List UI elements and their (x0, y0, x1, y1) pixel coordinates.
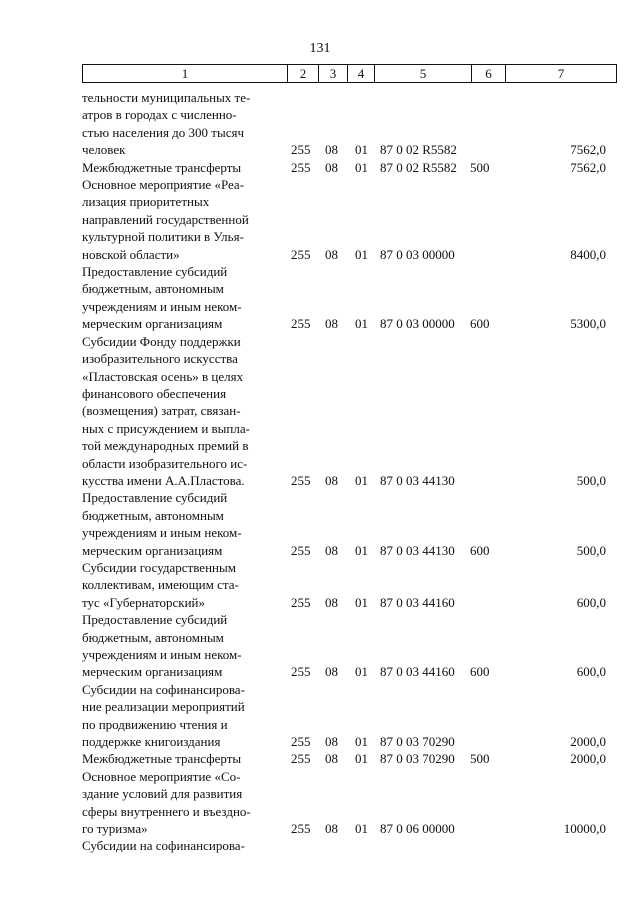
row-col-2: 255 (291, 472, 311, 488)
row-name-line: ных с присуждением и выпла- (82, 420, 250, 436)
row-name-line: Субсидии государственным (82, 559, 236, 575)
row-name-line: по продвижению чтения и (82, 716, 228, 732)
row-name-line: мерческим организациям (82, 664, 223, 680)
row-col-2: 255 (291, 246, 311, 262)
row-col-7: 7562,0 (570, 142, 606, 158)
row-col-4: 01 (355, 542, 368, 558)
row-col-4: 01 (355, 316, 368, 332)
row-col-2: 255 (291, 142, 311, 158)
row-col-2: 255 (291, 542, 311, 558)
row-name (82, 837, 280, 854)
row-col-5: 87 0 03 70290 (380, 751, 455, 767)
header-col-4: 4 (357, 66, 365, 81)
row-name-line: учреждениям и иным неком- (82, 298, 242, 314)
row-name-line: человек (82, 142, 126, 158)
table-body (0, 89, 640, 855)
row-col-5: 87 0 03 70290 (380, 734, 455, 750)
row-name-line: Основное мероприятие «Со- (82, 768, 241, 784)
row-name-line: коллективам, имеющим ста- (82, 577, 239, 593)
row-name-line: Предоставление субсидий (82, 264, 228, 280)
row-name-line: той международных премий в (82, 438, 249, 454)
row-col-2: 255 (291, 664, 311, 680)
row-name (82, 750, 280, 767)
row-name-line: тус «Губернаторский» (82, 594, 205, 610)
row-col-5: 87 0 03 44160 (380, 594, 455, 610)
row-name-line: атров в городах с численно- (82, 107, 237, 123)
header-col-2: 2 (299, 66, 307, 81)
table-row (0, 559, 640, 611)
row-name-line: бюджетным, автономным (82, 507, 224, 523)
row-name (82, 263, 280, 333)
row-col-7: 8400,0 (570, 246, 606, 262)
row-name-line: лизация приоритетных (82, 194, 210, 210)
row-name-line: «Пластовская осень» в целях (82, 368, 244, 384)
row-name-line: го туризма» (82, 821, 148, 837)
row-col-7: 5300,0 (570, 316, 606, 332)
row-col-2: 255 (291, 159, 311, 175)
row-col-6: 500 (470, 751, 490, 767)
row-col-4: 01 (355, 751, 368, 767)
row-name-line: ние реализации мероприятий (82, 699, 245, 715)
row-name-line: новской области» (82, 246, 180, 262)
row-col-3: 08 (325, 751, 338, 767)
row-col-4: 01 (355, 734, 368, 750)
row-name-line: области изобразительного ис- (82, 455, 248, 471)
row-name-line: культурной политики в Улья- (82, 229, 244, 245)
row-name-line: Межбюджетные трансферты (82, 159, 242, 175)
table-row (0, 611, 640, 681)
row-name-line: тельности муниципальных те- (82, 90, 251, 105)
row-name (82, 768, 280, 838)
table-row (0, 489, 640, 559)
row-name-line: Субсидии Фонду поддержки (82, 333, 241, 349)
header-col-6: 6 (485, 66, 492, 81)
header-col-5: 5 (419, 66, 427, 81)
row-col-7: 7562,0 (570, 159, 606, 175)
row-col-3: 08 (325, 159, 338, 175)
row-name-line: изобразительного искусства (82, 351, 238, 367)
table-row (0, 681, 640, 751)
row-name-line: финансового обеспечения (82, 385, 227, 401)
row-col-7: 2000,0 (570, 751, 606, 767)
header-col-3: 3 (329, 66, 337, 81)
row-col-2: 255 (291, 734, 311, 750)
row-name (82, 89, 280, 159)
row-name (82, 176, 280, 263)
row-col-2: 255 (291, 316, 311, 332)
row-col-7: 500,0 (576, 542, 606, 558)
row-col-3: 08 (325, 142, 338, 158)
row-name-line: мерческим организациям (82, 542, 223, 558)
row-col-5: 87 0 03 00000 (380, 316, 455, 332)
header-col-7: 7 (557, 66, 565, 81)
row-col-4: 01 (355, 472, 368, 488)
row-col-4: 01 (355, 594, 368, 610)
row-col-4: 01 (355, 246, 368, 262)
row-col-5: 87 0 03 44160 (380, 664, 455, 680)
row-col-3: 08 (325, 664, 338, 680)
row-col-2: 255 (291, 751, 311, 767)
row-name-line: учреждениям и иным неком- (82, 525, 242, 541)
row-name-line: поддержке книгоиздания (82, 734, 221, 750)
row-name (82, 559, 280, 611)
row-name-line: мерческим организациям (82, 316, 223, 332)
row-name (82, 489, 280, 559)
row-name-line: Предоставление субсидий (82, 490, 228, 506)
row-col-5: 87 0 02 R5582 (380, 142, 457, 158)
row-col-7: 600,0 (576, 594, 606, 610)
row-name (82, 333, 280, 490)
row-col-4: 01 (355, 159, 368, 175)
row-name-line: бюджетным, автономным (82, 281, 224, 297)
page-number: 131 (309, 41, 331, 56)
row-name-line: Основное мероприятие «Реа- (82, 177, 245, 193)
row-col-3: 08 (325, 246, 338, 262)
row-col-3: 08 (325, 472, 338, 488)
row-col-5: 87 0 03 00000 (380, 246, 455, 262)
row-col-5: 87 0 02 R5582 (380, 159, 457, 175)
row-col-3: 08 (325, 316, 338, 332)
row-col-5: 87 0 06 00000 (380, 821, 455, 837)
row-col-6: 600 (470, 542, 490, 558)
row-name-line: здание условий для развития (82, 786, 243, 802)
row-col-3: 08 (325, 821, 338, 837)
row-col-5: 87 0 03 44130 (380, 542, 455, 558)
row-name-line: бюджетным, автономным (82, 629, 224, 645)
header-col-1: 1 (181, 66, 189, 81)
row-name (82, 611, 280, 681)
row-name-line: направлений государственной (82, 211, 249, 227)
row-name (82, 159, 280, 176)
row-name-line: Предоставление субсидий (82, 612, 228, 628)
table-row (0, 159, 640, 176)
table-row (0, 89, 640, 159)
table-row (0, 333, 640, 490)
row-name-line: Субсидии на софинансирова- (82, 838, 245, 854)
row-col-6: 600 (470, 664, 490, 680)
row-col-6: 600 (470, 316, 490, 332)
row-col-2: 255 (291, 594, 311, 610)
row-name-line: Субсидии на софинансирова- (82, 681, 245, 697)
row-name-line: сферы внутреннего и въездно- (82, 803, 251, 819)
table-row (0, 750, 640, 767)
row-col-7: 2000,0 (570, 734, 606, 750)
row-col-4: 01 (355, 664, 368, 680)
row-name-line: учреждениям и иным неком- (82, 647, 242, 662)
table-row (0, 837, 640, 854)
row-col-3: 08 (325, 542, 338, 558)
row-col-7: 600,0 (576, 664, 606, 680)
table-row (0, 176, 640, 263)
row-col-4: 01 (355, 142, 368, 158)
row-col-7: 500,0 (576, 472, 606, 488)
row-col-7: 10000,0 (563, 821, 606, 837)
row-name (82, 681, 280, 751)
table-row (0, 263, 640, 333)
row-name-line: Межбюджетные трансферты (82, 751, 242, 767)
row-name-line: кусства имени А.А.Пластова. (82, 472, 245, 488)
row-col-4: 01 (355, 821, 368, 837)
table-header (82, 64, 617, 83)
row-col-3: 08 (325, 734, 338, 750)
row-name-line: (возмещения) затрат, связан- (82, 403, 241, 419)
row-col-6: 500 (470, 159, 490, 175)
row-name-line: стью населения до 300 тысяч (82, 124, 244, 140)
table-row (0, 768, 640, 838)
row-col-3: 08 (325, 594, 338, 610)
row-col-2: 255 (291, 821, 311, 837)
row-col-5: 87 0 03 44130 (380, 472, 455, 488)
